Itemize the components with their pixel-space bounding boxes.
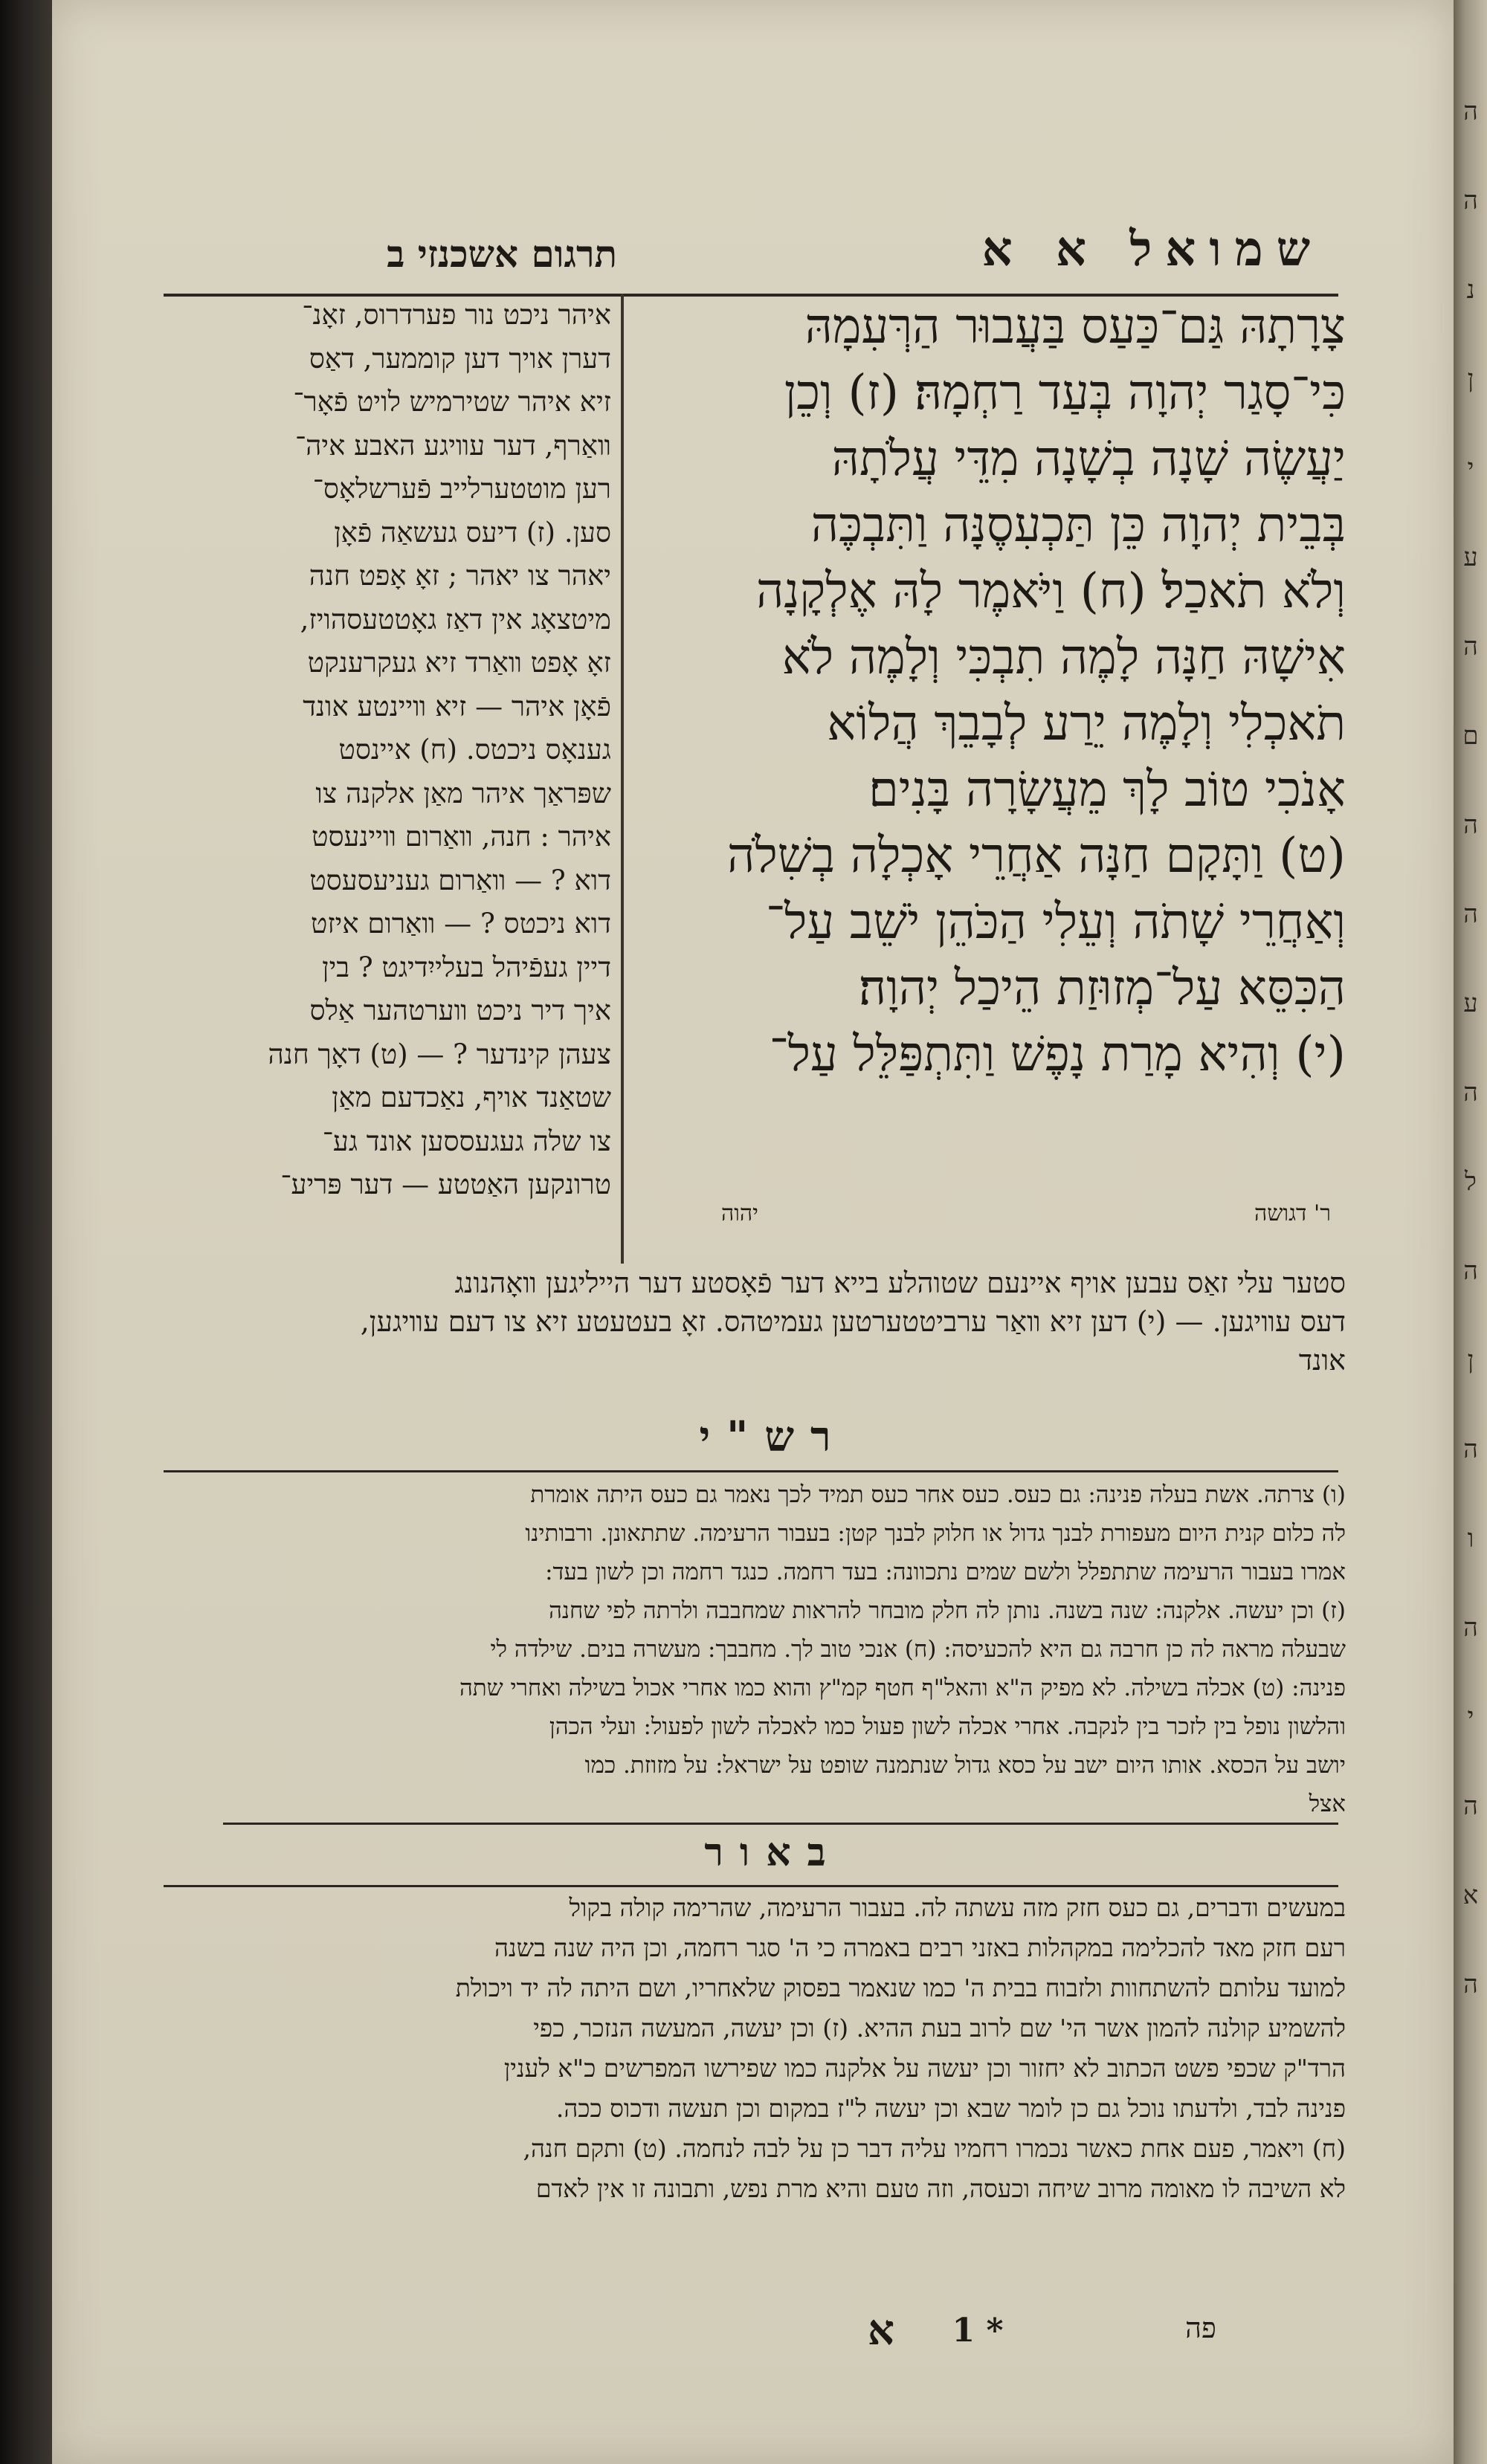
translation-line: רען מוטטערלייב פֿערשלאָס־ — [312, 473, 611, 505]
signature-letter: א — [868, 2306, 894, 2355]
facing-glyph: ן — [1467, 1345, 1474, 1375]
facing-glyph: ע — [1463, 543, 1478, 572]
facing-glyph: ו — [1467, 1524, 1474, 1553]
commentary-line: והלשון נופל בין לזכר בין לנקבה. אחרי אכלה לשון פעול כמו לאכלה לשון לפעול: ועלי הכהן — [549, 1713, 1346, 1740]
facing-glyph: ה — [1463, 632, 1478, 662]
translation-line: איהר ניכט נור פערדרוס, זאָנ־ — [302, 299, 611, 331]
column-divider — [621, 294, 624, 1264]
translation-line: זיא איהר שטירמיש לויט פֿאָר־ — [293, 386, 611, 418]
commentary-line: לא השיבה לו מאומה מרוב שיחה וכעסה, וזה טעם והיא מרת נפש, ותבונה זו אין לאדם — [535, 2174, 1346, 2203]
translation-line: שטאַנד אויף, נאַכדעם מאַן — [332, 1081, 611, 1113]
rashi-heading: רש"י — [699, 1412, 848, 1461]
facing-glyph: ה — [1463, 97, 1478, 126]
biur-heading: באור — [704, 1830, 842, 1875]
translation-line: טרונקען האַטטע — דער פּריע־ — [280, 1168, 611, 1200]
commentary-line: שבעלה מראה לה כן חרבה גם היא להכעיסה: (ח) אנכי טוב לך. מחבבך: מעשרה בנים. שילדה לי — [490, 1636, 1346, 1663]
translation-line: איהר : חנה, װאַרום װיינעסט — [312, 821, 611, 853]
scan-binding-edge — [0, 0, 52, 2464]
scripture-line: אִישָׁהּ חַנָּה לָמֶה תִבְכִּי וְלָמֶה לֹא — [781, 630, 1346, 685]
commentary-line: במעשים ודברים, גם כעס חזק מזה עשתה לה. בעבור הרעימה, שהרימה קולה בקול — [569, 1893, 1346, 1922]
translation-line: זאָ אָפט װאַרד זיא געקרענקט — [307, 647, 611, 679]
translation-line: װאַרף, דער עװיגע האבע איה־ — [294, 429, 611, 462]
biur-rule — [164, 1885, 1338, 1887]
facing-glyph: ה — [1463, 899, 1478, 929]
commentary-line: פנינה לבד, ולדעתו נוכל גם כן לומר שבא וכן יעשה ל"ז במקום וכן תעשה ודכוס ככה. — [555, 2094, 1346, 2123]
facing-glyph: ה — [1463, 1613, 1478, 1643]
facing-glyph: ה — [1463, 1791, 1478, 1821]
page-number: פה — [1185, 2312, 1216, 2344]
translation-line: דעס עװיגען. — (י) דען זיא װאַר ערביטטערטען געמיטהס. זאָ בעטעטע זיא צו דעם עװיגען, — [360, 1305, 1346, 1338]
facing-glyph: ה — [1463, 1970, 1478, 1999]
translation-line: שפּראַך איהר מאַן אלקנה צו — [315, 777, 611, 809]
facing-glyph: ה — [1463, 1078, 1478, 1107]
translation-line: גענאָס ניכטס. (ח) איינסט — [338, 734, 611, 766]
scripture-line: וְאַחֲרֵי שָׁתֹה וְעֵלִי הַכֹּהֵן יֹשֵׁב עַל־ — [766, 894, 1346, 950]
facing-glyph: ה — [1463, 186, 1478, 216]
scripture-line: הַכִּסֵּא עַל־מְזוּזַת הֵיכַל יְהוָה׃ — [858, 960, 1346, 1016]
translation-line: יאהר צו יאהר ; זאָ אָפט חנה — [309, 560, 611, 592]
facing-glyph: ם — [1462, 721, 1479, 751]
facing-glyph: ה — [1463, 810, 1478, 840]
translation-line: צו שלה געגעססען אונד גע־ — [322, 1125, 611, 1157]
commentary-line: (ז) וכן יעשה. אלקנה: שנה בשנה. נותן לה חלק מובחר להראות שמחבבה ולרתה לפי שחנה — [549, 1597, 1346, 1624]
translation-line: סען. (ז) דיעס געשאַה פֿאָן — [334, 516, 611, 549]
targum-translation-column — [165, 294, 611, 1260]
translation-continuation — [164, 1264, 1346, 1416]
biur-commentary — [164, 1888, 1346, 2297]
commentary-line: יושב על הכסא. אותו היום ישב על כסא גדול שנתמנה שופט על ישראל: על מזוזת. כמו — [584, 1752, 1346, 1779]
commentary-line: הרד"ק שכפי פשט הכתוב לא יחזור וכן יעשה על אלקנה כמו שפירשו המפרשים כ"א לענין — [503, 2054, 1346, 2083]
signature-number: 1 * — [952, 2312, 1004, 2350]
facing-glyph: ל — [1465, 1167, 1477, 1197]
scripture-line: וְלֹא תֹאכַל׃ (ח) וַיֹּאמֶר לָהּ אֶלְקָנָה — [755, 563, 1346, 619]
facing-glyph: י — [1467, 453, 1474, 483]
rashi-commentary — [164, 1475, 1346, 1821]
translation-line: סטער עלי זאַס עבען אויף איינעם שטוהלע בייא דער פֿאָסטע דער הייליגען װאָהנונג — [454, 1267, 1346, 1299]
biur-top-rule — [223, 1823, 1338, 1825]
translation-line: דוא ? — װאַרום געניעסעסט — [309, 864, 611, 896]
translation-line: פֿאָן איהר — זיא װיינטע אונד — [303, 690, 611, 722]
facing-glyph: א — [1462, 1881, 1479, 1910]
divine-name-footnote: יהוה — [720, 1200, 759, 1226]
scripture-line: יַעֲשֶׂה שָׁנָה בְשָׁנָה מִדֵּי עֲלֹתָהּ — [831, 431, 1346, 487]
translation-line: איך דיר ניכט װערטהער אַלס — [309, 995, 611, 1026]
facing-glyph: ה — [1463, 1256, 1478, 1286]
facing-glyph: ה — [1463, 1435, 1478, 1464]
commentary-line: רעם חזק מאד להכלימה במקהלות באזני רבים באמרה כי ה' סגר רחמה, וכן היה שנה בשנה — [494, 1933, 1346, 1962]
facing-glyph: י — [1467, 1702, 1474, 1732]
scripture-line: צָרָתָהּ גַּם־כַּעַס בַּעֲבוּר הַרְּעִמָהּ — [804, 299, 1346, 355]
commentary-line: פנינה: (ט) אכלה בשילה. לא מפיק ה"א והאל"ף חטף קמ"ץ והוא כמו אחרי אכול בשילה ואחרי שתה — [459, 1675, 1346, 1701]
translation-line: דערן אויך דען קוממער, דאַס — [309, 342, 611, 375]
facing-glyph: ע — [1463, 989, 1478, 1018]
commentary-line: אצל — [1309, 1791, 1346, 1817]
scripture-line: תֹאכְלִי וְלָמֶה יֵרַע לְבָבֵךְ הֲלוֹא — [827, 696, 1346, 751]
translation-line: דיין געפֿיהל בעלייִדיגט ? בין — [322, 951, 611, 983]
commentary-line: אמרו בעבור הרעימה שתתפלל ולשם שמים נתכוונה: בעד רחמה. כנגד רחמה וכן לשון בעד: — [545, 1559, 1346, 1585]
commentary-line: (ו) צרתה. אשת בעלה פנינה: גם כעס. כעס אחר כעס תמיד לכך נאמר גם כעס היתה אומרת — [530, 1481, 1346, 1508]
commentary-line: לה כלום קנית היום מעפורת לבנך גדול או חלוק לבנך קטן: בעבור הרעימה. שתתאונן. ורבותינו — [525, 1520, 1346, 1547]
scripture-line: כִּי־סָגַר יְהוָה בְּעַד רַחְמָהּ׃ (ז) וְכֵן — [784, 365, 1346, 421]
translation-line: דוא ניכטס ? — װאַרום איזט — [310, 908, 611, 940]
scripture-line: (ט) וַתָּקָם חַנָּה אַחֲרֵי אָכְלָה בְשִׁלֹה — [726, 828, 1346, 884]
rashi-rule — [164, 1470, 1338, 1472]
scripture-line: בְּבֵית יְהוָה כֵּן תַּכְעִסֶנָּה וַתִּבְכֶּה — [810, 497, 1346, 553]
translation-line: צעהן קינדער ? — (ט) דאָך חנה — [268, 1038, 611, 1070]
hebrew-scripture-column — [632, 294, 1346, 1171]
facing-glyph: נ — [1466, 275, 1475, 305]
running-head-targum-title: תרגום אשכנזי ב — [387, 232, 617, 276]
running-head-book-title: שמואל א א — [981, 221, 1323, 277]
commentary-line: להשמיע קולנה להמון אשר הי' שם לרוב בעת ההיא. (ז) וכן יעשה, המעשה הנזכר, כפי — [533, 2014, 1346, 2043]
commentary-line: (ח) ויאמר, פעם אחת כאשר נכמרו רחמיו עליה דבר כן על לבה לנחמה. (ט) ותקם חנה, — [523, 2134, 1346, 2163]
facing-page-text-fragment — [1456, 67, 1486, 2074]
translation-line: מיטצאָג אין דאַז גאָטטעסהויז, — [300, 603, 611, 636]
masora-footnote: ר' דגושה — [1254, 1200, 1331, 1226]
scripture-line: (י) וְהִיא מָרַת נָפֶשׁ וַתִּתְפַּלֵּל עַל־ — [769, 1026, 1346, 1082]
commentary-line: למועד עלותם להשתחוות ולזבוח בבית ה' כמו שנאמר בפסוק שלאחריו, ושם היתה לה יד ויכולת — [455, 1973, 1346, 2002]
scripture-line: אָנֹכִי טוֹב לָךְ מֵעֲשָׂרָה בָּנִים׃ — [868, 762, 1346, 818]
facing-glyph: ן — [1467, 364, 1474, 394]
translation-line: אונד — [1298, 1344, 1346, 1377]
